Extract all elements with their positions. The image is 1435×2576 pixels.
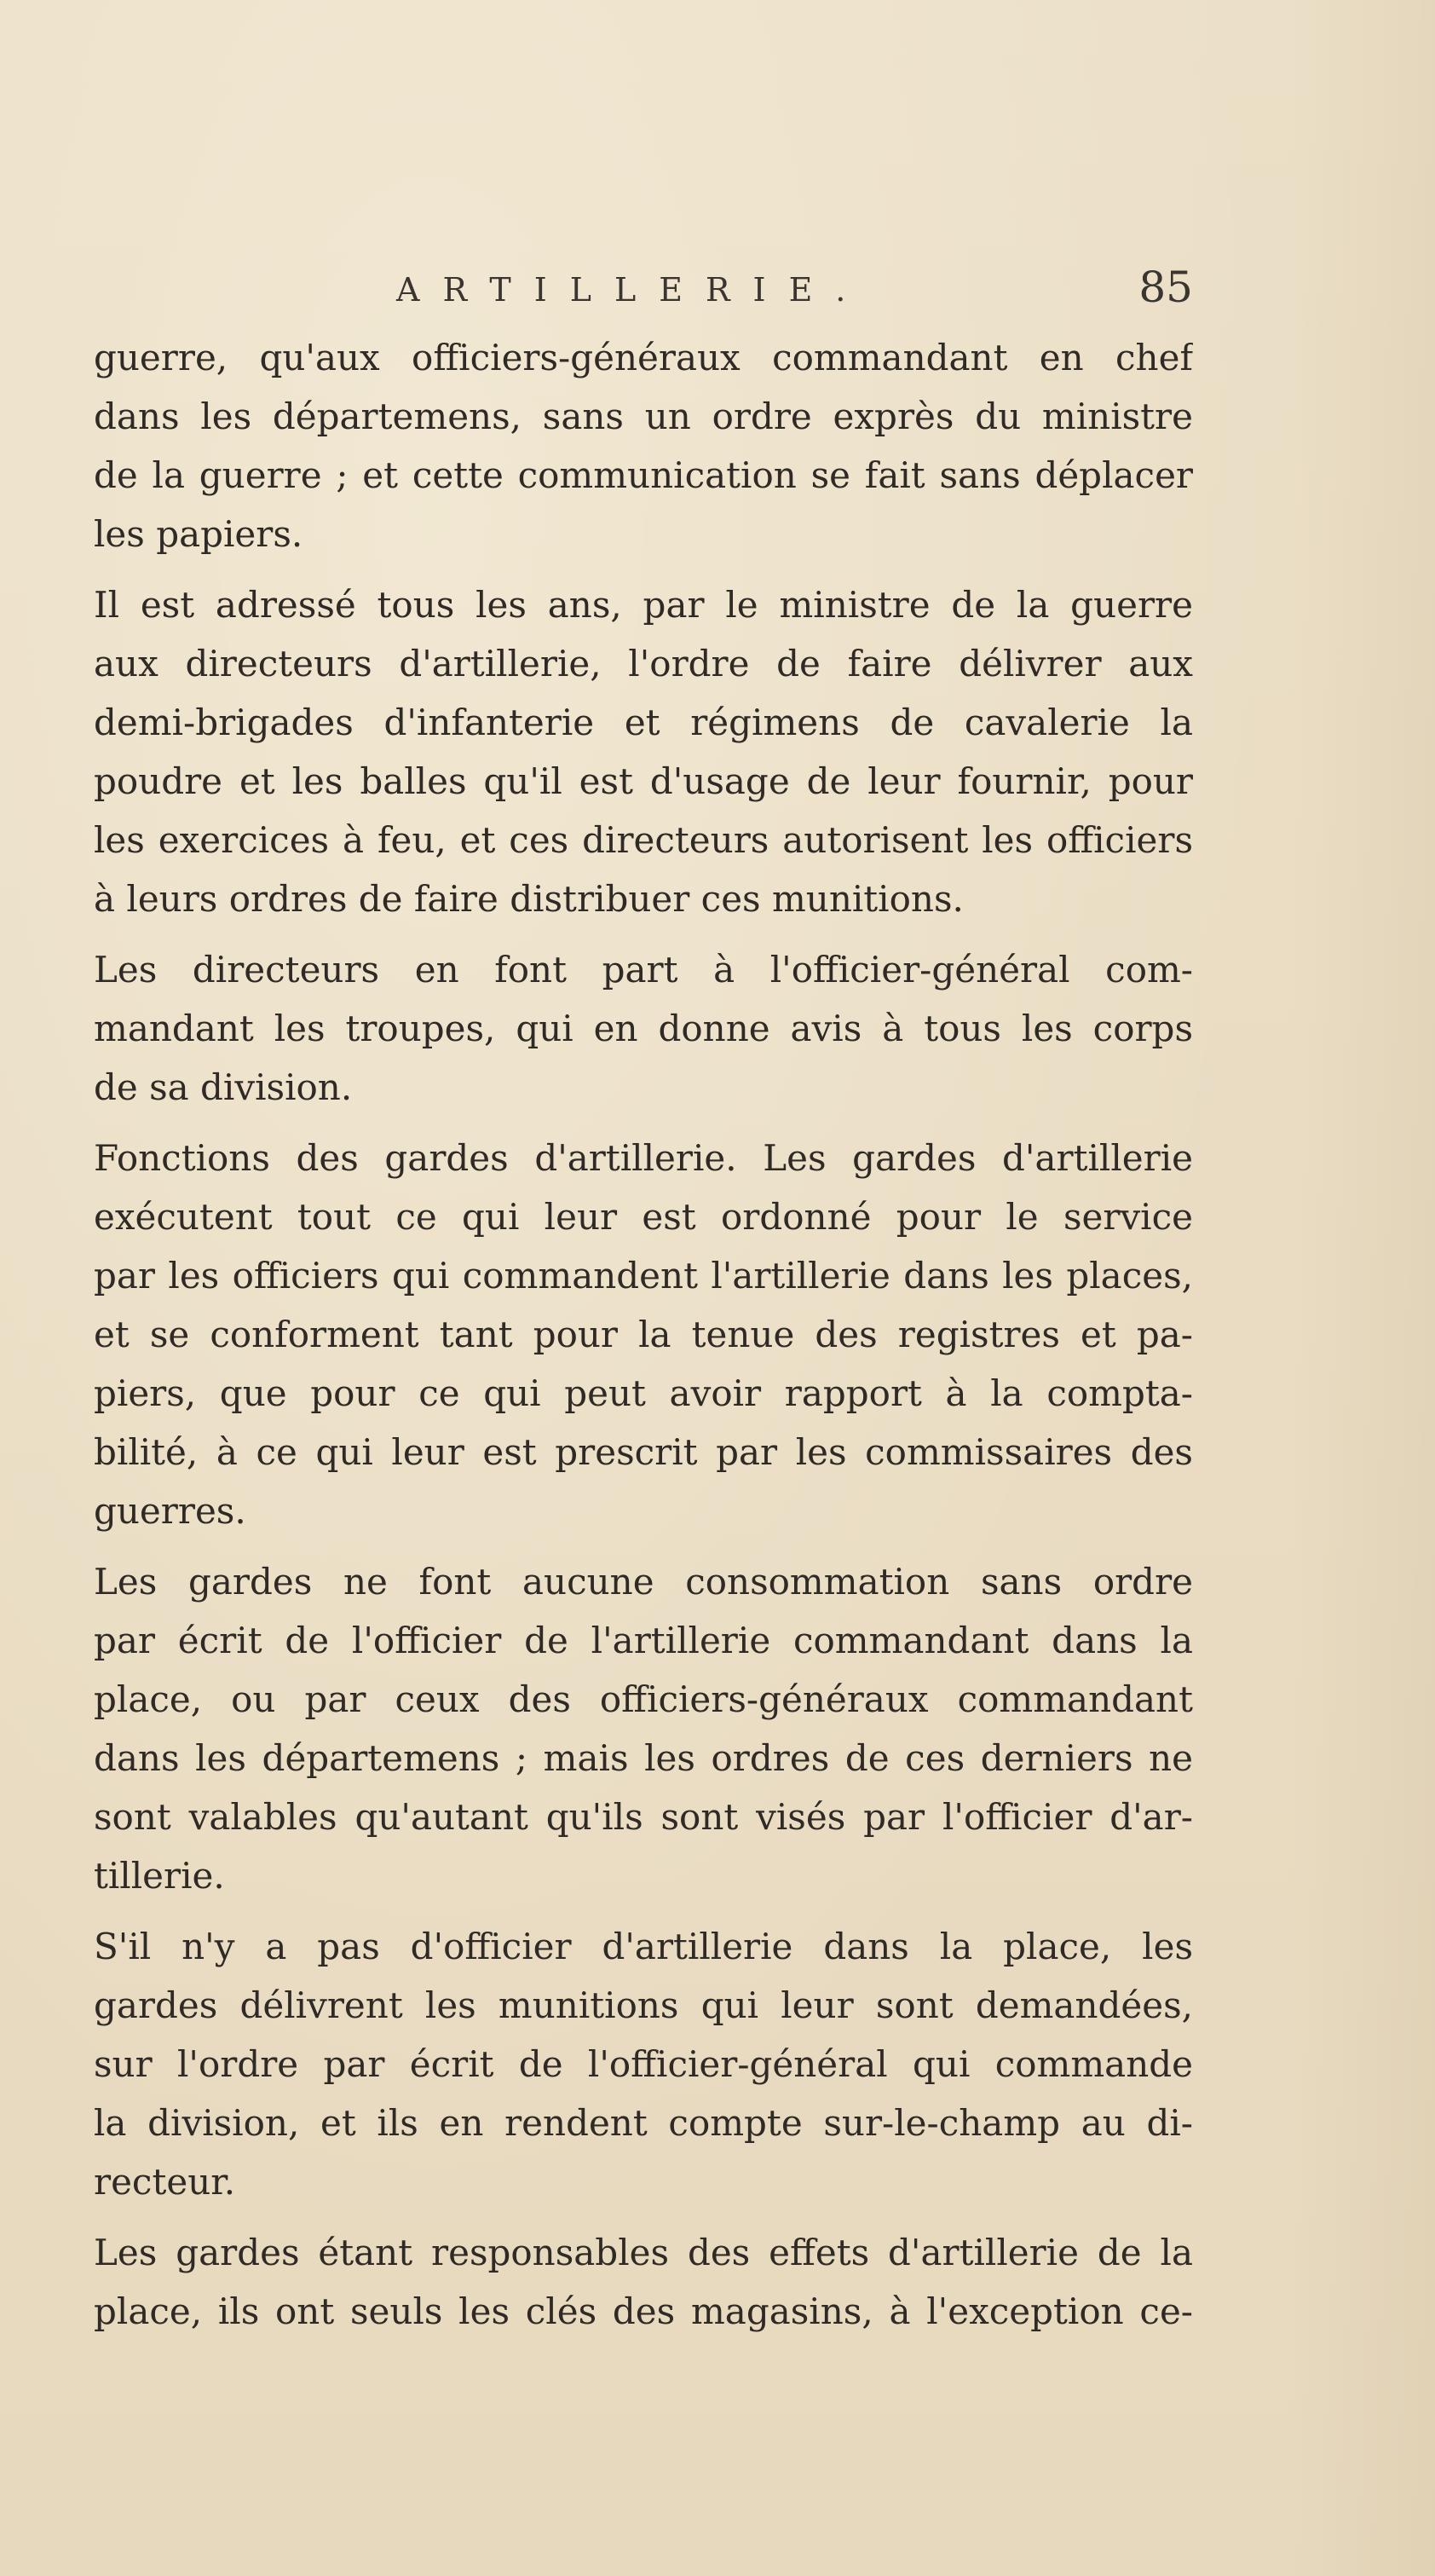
text-line: tillerie.	[94, 1855, 225, 1897]
text-line: gardes délivrent les munitions qui leur sont demandées,	[94, 1984, 1193, 2026]
text-line: Il est adressé tous les ans, par le ministre de la guerre	[94, 584, 1193, 626]
text-line: demi-brigades d'infanterie et régimens de cavalerie la	[94, 702, 1193, 743]
text-line: recteur.	[94, 2161, 236, 2203]
text-line: guerres.	[94, 1490, 246, 1532]
text-line: par les officiers qui commandent l'artillerie dans les places,	[94, 1255, 1193, 1297]
text-line: Les directeurs en font part à l'officier-général com-	[94, 949, 1193, 991]
text-line: de sa division.	[94, 1066, 353, 1108]
text-line: mandant les troupes, qui en donne avis à tous les corps	[94, 1008, 1193, 1049]
paragraph	[94, 2223, 1193, 2341]
text-line: Les gardes étant responsables des effets d'artillerie de la	[94, 2232, 1193, 2273]
text-line: les papiers.	[94, 513, 303, 555]
text-line: guerre, qu'aux officiers-généraux commandant en chef	[94, 337, 1193, 378]
text-line: la division, et ils en rendent compte sur-le-champ au di-	[94, 2102, 1193, 2144]
text-line: poudre et les balles qu'il est d'usage de leur fournir, pour	[94, 760, 1193, 802]
paragraph	[94, 1129, 1193, 1540]
text-line: Fonctions des gardes d'artillerie. Les gardes d'artillerie	[94, 1137, 1193, 1179]
text-line: les exercices à feu, et ces directeurs autorisent les officiers	[94, 819, 1193, 861]
running-head: ARTILLERIE.	[396, 271, 869, 309]
text-line: par écrit de l'officier de l'artillerie commandant dans la	[94, 1620, 1193, 1661]
text-line: sur l'ordre par écrit de l'officier-général qui commande	[94, 2043, 1193, 2085]
paragraph	[94, 940, 1193, 1117]
paragraph	[94, 1917, 1193, 2211]
page-header	[94, 256, 1193, 332]
body-text	[94, 328, 1193, 2341]
text-line: de la guerre ; et cette communication se fait sans déplacer	[94, 454, 1193, 496]
text-line: dans les départemens, sans un ordre exprès du ministre	[94, 396, 1193, 437]
text-line: S'il n'y a pas d'officier d'artillerie dans la place, les	[94, 1926, 1193, 1967]
paragraph	[94, 328, 1193, 563]
page-number: 85	[1138, 263, 1193, 312]
text-line: Les gardes ne font aucune consommation sans ordre	[94, 1561, 1193, 1603]
paragraph	[94, 1552, 1193, 1905]
paragraph	[94, 575, 1193, 928]
text-line: aux directeurs d'artillerie, l'ordre de faire délivrer aux	[94, 643, 1193, 684]
text-line: piers, que pour ce qui peut avoir rapport à la compta-	[94, 1372, 1193, 1414]
text-line: et se conforment tant pour la tenue des registres et pa-	[94, 1314, 1193, 1355]
text-line: à leurs ordres de faire distribuer ces munitions.	[94, 878, 964, 920]
text-line: place, ou par ceux des officiers-généraux commandant	[94, 1678, 1193, 1720]
text-line: dans les départemens ; mais les ordres de ces derniers ne	[94, 1737, 1193, 1779]
text-line: sont valables qu'autant qu'ils sont visés par l'officier d'ar-	[94, 1796, 1193, 1838]
text-line: bilité, à ce qui leur est prescrit par les commissaires des	[94, 1431, 1193, 1473]
text-line: exécutent tout ce qui leur est ordonné pour le service	[94, 1196, 1193, 1238]
text-line: place, ils ont seuls les clés des magasins, à l'exception ce-	[94, 2290, 1193, 2332]
